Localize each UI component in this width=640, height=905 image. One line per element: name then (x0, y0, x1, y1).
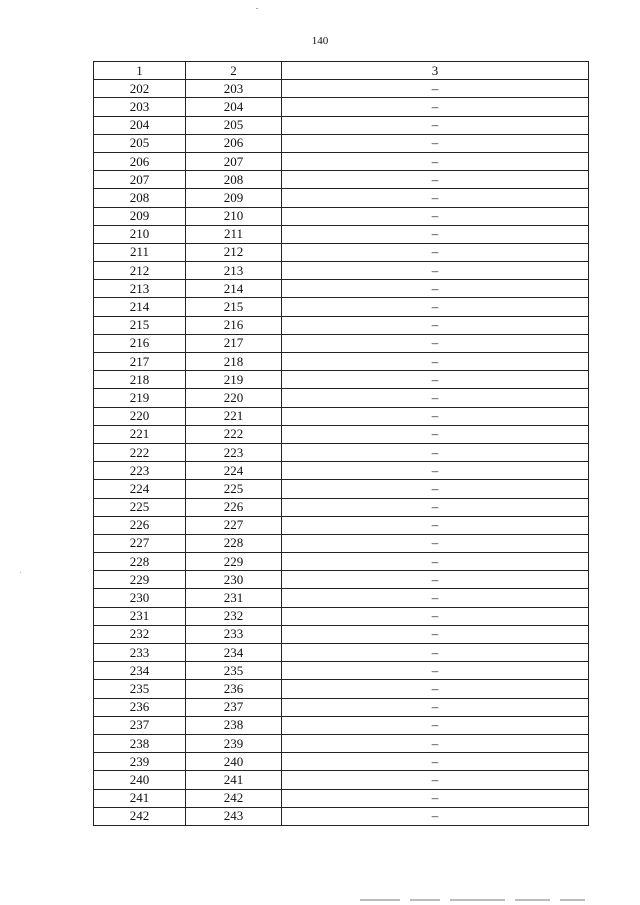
table-cell-col-2: 223 (186, 443, 282, 461)
table-cell-col-2: 235 (186, 662, 282, 680)
table-row (94, 662, 589, 680)
table-cell-col-3: – (282, 680, 589, 698)
table-cell-col-2: 217 (186, 334, 282, 352)
table-cell-col-1: 238 (94, 734, 186, 752)
table-cell-col-3: – (282, 189, 589, 207)
table-row (94, 753, 589, 771)
table-cell-col-3: – (282, 607, 589, 625)
table-cell-col-1: 204 (94, 116, 186, 134)
table-cell-col-3: – (282, 480, 589, 498)
table-cell-col-1: 225 (94, 498, 186, 516)
table-cell-col-3: – (282, 225, 589, 243)
table-row (94, 789, 589, 807)
table-cell-col-3: – (282, 152, 589, 170)
table-cell-col-2: 215 (186, 298, 282, 316)
table-cell-col-3: – (282, 644, 589, 662)
table-cell-col-1: 224 (94, 480, 186, 498)
table-cell-col-3: – (282, 407, 589, 425)
table-row (94, 171, 589, 189)
table-cell-col-2: 240 (186, 753, 282, 771)
table-cell-col-1: 208 (94, 189, 186, 207)
table-container (93, 61, 588, 826)
table-cell-col-2: 203 (186, 80, 282, 98)
table-cell-col-2: 242 (186, 789, 282, 807)
table-cell-col-2: 229 (186, 553, 282, 571)
table-cell-col-1: 230 (94, 589, 186, 607)
table-cell-col-1: 206 (94, 152, 186, 170)
table-cell-col-1: 240 (94, 771, 186, 789)
table-cell-col-3: – (282, 771, 589, 789)
table-cell-col-3: – (282, 298, 589, 316)
table-cell-col-2: 230 (186, 571, 282, 589)
table-cell-col-3: – (282, 371, 589, 389)
table-cell-col-2: 224 (186, 462, 282, 480)
table-cell-col-3: – (282, 443, 589, 461)
table-cell-col-2: 216 (186, 316, 282, 334)
table-cell-col-1: 205 (94, 134, 186, 152)
table-row (94, 771, 589, 789)
table-cell-col-1: 242 (94, 807, 186, 825)
table-cell-col-3: – (282, 280, 589, 298)
table-cell-col-3: – (282, 753, 589, 771)
table-cell-col-1: 236 (94, 698, 186, 716)
table-cell-col-1: 203 (94, 98, 186, 116)
table-row (94, 98, 589, 116)
table-row (94, 607, 589, 625)
table-cell-col-2: 209 (186, 189, 282, 207)
table-cell-col-3: – (282, 516, 589, 534)
table-cell-col-3: – (282, 534, 589, 552)
table-cell-col-3: – (282, 98, 589, 116)
table-cell-col-1: 209 (94, 207, 186, 225)
table-cell-col-3: – (282, 116, 589, 134)
table-cell-col-2: 228 (186, 534, 282, 552)
table-row (94, 225, 589, 243)
table-cell-col-1: 233 (94, 644, 186, 662)
table-cell-col-2: 237 (186, 698, 282, 716)
table-cell-col-1: 241 (94, 789, 186, 807)
table-row (94, 407, 589, 425)
table-cell-col-1: 220 (94, 407, 186, 425)
table-row (94, 189, 589, 207)
table-cell-col-1: 229 (94, 571, 186, 589)
table-row (94, 680, 589, 698)
table-row (94, 807, 589, 825)
table-cell-col-1: 211 (94, 243, 186, 261)
table-cell-col-3: – (282, 353, 589, 371)
table-row (94, 280, 589, 298)
table-cell-col-2: 238 (186, 716, 282, 734)
data-table (93, 61, 589, 826)
table-row (94, 498, 589, 516)
table-cell-col-2: 211 (186, 225, 282, 243)
table-cell-col-3: – (282, 80, 589, 98)
table-cell-col-2: 212 (186, 243, 282, 261)
scan-speck (256, 8, 258, 9)
table-row (94, 262, 589, 280)
table-cell-col-3: – (282, 734, 589, 752)
table-cell-col-1: 207 (94, 171, 186, 189)
table-row (94, 443, 589, 461)
table-cell-col-2: 233 (186, 625, 282, 643)
table-cell-col-3: – (282, 462, 589, 480)
table-cell-col-3: – (282, 698, 589, 716)
table-cell-col-1: 212 (94, 262, 186, 280)
table-cell-col-3: – (282, 207, 589, 225)
table-cell-col-2: 213 (186, 262, 282, 280)
table-row (94, 134, 589, 152)
table-body (94, 80, 589, 826)
table-cell-col-3: – (282, 316, 589, 334)
table-cell-col-2: 204 (186, 98, 282, 116)
table-cell-col-1: 226 (94, 516, 186, 534)
table-cell-col-3: – (282, 262, 589, 280)
table-cell-col-2: 208 (186, 171, 282, 189)
table-row (94, 152, 589, 170)
table-cell-col-1: 228 (94, 553, 186, 571)
table-cell-col-3: – (282, 589, 589, 607)
scan-footer-artifact (360, 899, 610, 903)
column-header-3: 3 (282, 62, 589, 80)
table-cell-col-1: 221 (94, 425, 186, 443)
table-row (94, 698, 589, 716)
table-cell-col-2: 214 (186, 280, 282, 298)
table-row (94, 316, 589, 334)
table-cell-col-1: 227 (94, 534, 186, 552)
table-cell-col-2: 236 (186, 680, 282, 698)
table-cell-col-2: 227 (186, 516, 282, 534)
table-cell-col-1: 219 (94, 389, 186, 407)
table-cell-col-1: 237 (94, 716, 186, 734)
table-cell-col-3: – (282, 625, 589, 643)
table-row (94, 480, 589, 498)
table-row (94, 589, 589, 607)
table-cell-col-3: – (282, 789, 589, 807)
table-row (94, 116, 589, 134)
table-row (94, 462, 589, 480)
table-cell-col-2: 206 (186, 134, 282, 152)
table-row (94, 298, 589, 316)
table-cell-col-1: 213 (94, 280, 186, 298)
table-cell-col-3: – (282, 389, 589, 407)
table-row (94, 353, 589, 371)
table-cell-col-2: 222 (186, 425, 282, 443)
table-cell-col-3: – (282, 171, 589, 189)
table-cell-col-3: – (282, 716, 589, 734)
table-row (94, 334, 589, 352)
column-header-1: 1 (94, 62, 186, 80)
table-cell-col-2: 234 (186, 644, 282, 662)
table-row (94, 371, 589, 389)
table-row (94, 553, 589, 571)
table-cell-col-1: 218 (94, 371, 186, 389)
table-row (94, 625, 589, 643)
table-cell-col-2: 243 (186, 807, 282, 825)
table-cell-col-3: – (282, 243, 589, 261)
table-cell-col-1: 215 (94, 316, 186, 334)
table-cell-col-1: 223 (94, 462, 186, 480)
column-header-2: 2 (186, 62, 282, 80)
table-cell-col-1: 239 (94, 753, 186, 771)
table-cell-col-2: 207 (186, 152, 282, 170)
table-cell-col-3: – (282, 134, 589, 152)
table-cell-col-1: 217 (94, 353, 186, 371)
scan-speck (20, 572, 21, 573)
table-cell-col-1: 214 (94, 298, 186, 316)
table-cell-col-1: 235 (94, 680, 186, 698)
table-cell-col-1: 234 (94, 662, 186, 680)
table-cell-col-2: 205 (186, 116, 282, 134)
table-cell-col-3: – (282, 334, 589, 352)
table-row (94, 243, 589, 261)
table-cell-col-1: 232 (94, 625, 186, 643)
table-row (94, 389, 589, 407)
table-cell-col-3: – (282, 553, 589, 571)
table-cell-col-1: 222 (94, 443, 186, 461)
table-cell-col-3: – (282, 498, 589, 516)
table-row (94, 425, 589, 443)
table-cell-col-1: 216 (94, 334, 186, 352)
table-cell-col-2: 239 (186, 734, 282, 752)
table-cell-col-3: – (282, 662, 589, 680)
table-cell-col-1: 202 (94, 80, 186, 98)
table-cell-col-2: 232 (186, 607, 282, 625)
table-cell-col-2: 218 (186, 353, 282, 371)
table-cell-col-3: – (282, 807, 589, 825)
table-cell-col-2: 220 (186, 389, 282, 407)
table-row (94, 571, 589, 589)
table-row (94, 644, 589, 662)
table-row (94, 207, 589, 225)
table-cell-col-3: – (282, 571, 589, 589)
table-cell-col-2: 241 (186, 771, 282, 789)
table-cell-col-2: 225 (186, 480, 282, 498)
table-row (94, 734, 589, 752)
table-cell-col-2: 226 (186, 498, 282, 516)
table-cell-col-3: – (282, 425, 589, 443)
table-row (94, 80, 589, 98)
table-cell-col-2: 210 (186, 207, 282, 225)
table-cell-col-1: 210 (94, 225, 186, 243)
page-number: 140 (311, 35, 329, 47)
table-row (94, 516, 589, 534)
table-cell-col-2: 219 (186, 371, 282, 389)
table-cell-col-1: 231 (94, 607, 186, 625)
table-header-row (94, 62, 589, 80)
table-row (94, 534, 589, 552)
table-row (94, 716, 589, 734)
table-cell-col-2: 231 (186, 589, 282, 607)
table-cell-col-2: 221 (186, 407, 282, 425)
